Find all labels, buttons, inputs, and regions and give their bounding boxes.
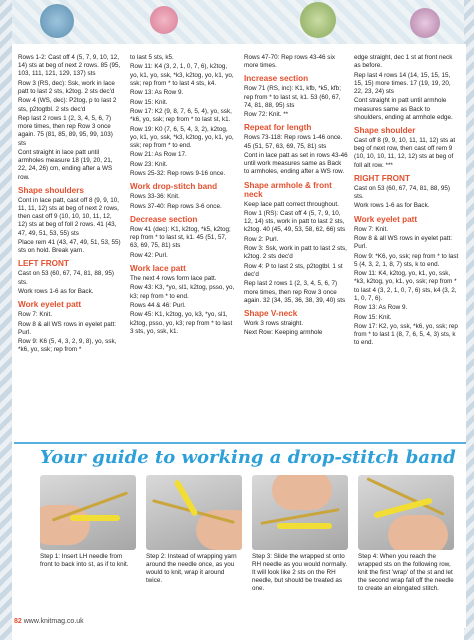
pattern-text: Keep lace patt correct throughout. xyxy=(244,200,339,208)
pattern-text: Rows 47-70: Rep rows 43-46 six more times. xyxy=(244,54,335,70)
pattern-text: Work 3 rows straight. xyxy=(244,319,304,327)
section-heading: Decrease section xyxy=(130,214,198,224)
pattern-text: Cont straight in lace patt until armholes measure 18 (19, 20, 21, 22, 24, 26) cm, ending after a WS row. xyxy=(18,148,113,181)
pattern-text: Cont in lace patt, cast off 8 (9, 9, 10, 11, 11, 12) sts at beg of next 2 rows, then cast off 9 (10, 10, 10, 11, 12, 12) sts at beg of foll 2 rows. 41 (43, 47, 49, 51, 53, 55) sts xyxy=(18,196,120,237)
pattern-text: Row 4 (WS, dec): P2tog, p to last 2 sts, p2togtbl. 2 sts dec'd xyxy=(18,97,117,113)
pattern-text: Row 17: K2 (9, 8, 7, 6, 5, 4), yo, ssk, *k6, yo, ssk; rep from * to last st, k1. xyxy=(130,107,232,124)
pattern-column-2 xyxy=(130,54,236,337)
pattern-text: Cast off 8 (9, 9, 10, 11, 11, 12) sts at beg of next row, then cast off rem 9 (10, 10, 10, 11, 12, 12) sts at beg of foll alt row. *** xyxy=(354,137,456,169)
page-number: 82 xyxy=(14,618,22,625)
section-heading: LEFT FRONT xyxy=(18,259,69,269)
pattern-text: Row 41 (dec): K1, k2tog, *k5, k2tog; rep from * to last st, k1. 45 (51, 57, 63, 69, 75, 81) sts xyxy=(130,225,231,250)
pattern-text: Row 11: K4, k2tog, yo, k1, yo, ssk, *k3, k2tog, yo, k1, yo, ssk; rep from * to last 4 (3, 2, 1, 0, 7, 6) sts, k4 (3, 2, 1, 0, 7, 6). xyxy=(354,270,457,302)
step-2-photo xyxy=(146,475,242,550)
yarn-ball-icon xyxy=(300,2,336,38)
pattern-column-1 xyxy=(18,54,122,356)
pattern-text: Rows 73-118: Rep rows 1-46 once. 45 (51, 57, 63, 69, 75, 81) sts xyxy=(244,134,343,150)
pattern-text: Row 17: K2, yo, ssk, *k6, yo, ssk; rep from * to last 1 (8, 7, 6, 5, 4, 3) sts, k to end. xyxy=(354,322,458,347)
section-heading: Shape V-neck xyxy=(244,308,298,318)
pattern-text: Cast on 53 (60, 67, 74, 81, 88, 95) sts. xyxy=(18,270,114,286)
pattern-text: Row 72: Knit. ** xyxy=(244,111,289,119)
pattern-text: Work rows 1-6 as for Back. xyxy=(354,202,430,210)
pattern-text: Row 13: As Row 9. xyxy=(354,304,408,312)
guide-title: Your guide to working a drop-stitch band xyxy=(40,447,456,468)
pattern-text: Rows 1-2: Cast off 4 (5, 7, 9, 10, 12, 14) sts at beg of next 2 rows. 85 (95, 103, 111, 121, 129, 137) sts xyxy=(18,54,121,78)
step-3-caption: Step 3: Slide the wrapped st onto RH needle as you would normally. It will look like 2 sts on the RH needle, but should be treated as one. xyxy=(252,553,348,592)
pattern-text: Row 43: K3, *yo, sl1, k2tog, psso, yo, k3; rep from * to end. xyxy=(130,284,235,300)
website-link[interactable]: www.knitmag.co.uk xyxy=(23,618,84,625)
section-heading: Shape shoulders xyxy=(18,185,84,195)
pattern-text: Row 42: Purl. xyxy=(130,251,168,259)
pattern-column-4 xyxy=(354,54,460,349)
pattern-text: Row 4: P to last 2 sts, p2togtbl. 1 st dec'd xyxy=(244,262,343,278)
pattern-text: The next 4 rows form lace patt. xyxy=(130,274,217,282)
pattern-text: Row 71 (RS, inc): K1, kfb, *k5, kfb; rep from * to last st, k1. 53 (60, 67, 74, 81, 88, 95) sts xyxy=(244,85,341,109)
pattern-text: Row 3: Ssk, work in patt to last 2 sts, k2tog. 2 sts dec'd xyxy=(244,245,347,261)
section-heading: Work lace patt xyxy=(130,263,186,273)
yarn-ball-icon xyxy=(410,8,440,38)
pattern-text: Row 21: As Row 17. xyxy=(130,151,187,159)
pattern-text: Rep last 4 rows 14 (14, 15, 15, 15, 15, 15) more times. 17 (19, 19, 20, 22, 23, 24) sts xyxy=(354,71,451,95)
pattern-text: Cont in lace patt as set in rows 43-46 until work measures same as Back to armholes, ending after a WS row. xyxy=(244,152,348,176)
pattern-text: Work rows 1-6 as for Back. xyxy=(18,288,94,295)
pattern-text: Row 45: K1, k2tog, yo, k3, *yo, sl1, k2tog, psso, yo, k3; rep from * to last 3 sts, yo, ssk, k1. xyxy=(130,311,233,335)
pattern-text: Rows 44 & 46: Purl. xyxy=(130,301,186,309)
page-footer xyxy=(14,618,84,625)
pattern-text: Row 13: As Row 9. xyxy=(130,89,184,97)
step-4-caption: Step 4: When you reach the wrapped sts on the following row, knit the first 'wrap' of the st and let the second wrap fall off the needle to create an elongated stitch. xyxy=(358,553,454,592)
decorative-yarn-border-left xyxy=(0,0,12,640)
section-heading: Work eyelet patt xyxy=(354,214,418,224)
pattern-text: Row 7: Knit. xyxy=(18,311,52,319)
section-heading: Repeat for length xyxy=(244,123,312,133)
pattern-text: Row 9: *K6, yo, ssk; rep from * to last 5 (4, 3, 2, 1, 8, 7) sts, k to end. xyxy=(354,252,459,268)
section-heading: Shape shoulder xyxy=(354,126,416,135)
pattern-text: Cast on 53 (60, 67, 74, 81, 88, 95) sts. xyxy=(354,184,450,201)
pattern-text: to last 5 sts, k5. xyxy=(130,54,174,61)
pattern-text: Row 3 (RS, dec): Ssk, work in lace patt to last 2 sts, k2tog. 2 sts dec'd xyxy=(18,79,115,95)
pattern-text: Place rem 41 (43, 47, 49, 51, 53, 55) sts on hold. Break yarn. xyxy=(18,239,121,255)
pattern-text: Row 8 & all WS rows in eyelet patt: Purl. xyxy=(354,235,452,251)
pattern-text: Row 9: K6 (5, 4, 3, 2, 9, 8), yo, ssk, *k6, yo, ssk; rep from * xyxy=(18,338,117,354)
pattern-text: Rep last 2 rows 1 (2, 3, 4, 5, 6, 7) more times, then rep Row 3 once again. 75 (81, 85, 89, 95, 99, 103) sts xyxy=(18,114,113,147)
pattern-text: Row 1 (RS): Cast off 4 (5, 7, 9, 10, 12, 14) sts, work in patt to last 2 sts, k2tog. 40 (45, 49, 53, 58, 62, 66) sts xyxy=(244,210,346,234)
pattern-text: edge straight, dec 1 st at front neck as before. xyxy=(354,54,453,70)
pattern-text: Row 11: K4 (3, 2, 1, 0, 7, 6), k2tog, yo, k1, yo, ssk, *k3, k2tog, yo, k1, yo, ssk; rep from * to last 4 sts, k4. xyxy=(130,63,234,87)
pattern-text: Next Row: Keeping armhole xyxy=(244,329,323,337)
pattern-text: Rows 25-32: Rep rows 9-16 once. xyxy=(130,170,226,178)
yarn-ball-icon xyxy=(150,6,178,34)
section-heading: Shape armhole & front neck xyxy=(244,180,332,199)
section-heading: Work drop-stitch band xyxy=(130,182,218,192)
section-heading: RIGHT FRONT xyxy=(354,173,410,183)
pattern-text: Row 8 & all WS rows in eyelet patt: Purl. xyxy=(18,320,116,336)
pattern-text: Row 15: Knit. xyxy=(130,98,168,106)
pattern-column-3 xyxy=(244,54,348,339)
step-4-photo xyxy=(358,475,454,550)
pattern-text: Cont straight in patt until armhole measures same as Back to shoulders, ending at armhole edge. xyxy=(354,97,453,121)
yarn-ball-icon xyxy=(40,4,74,38)
step-3-photo xyxy=(252,475,348,550)
pattern-text: Row 23: Knit. xyxy=(130,160,168,168)
section-heading: Increase section xyxy=(244,74,309,84)
step-1-caption: Step 1: Insert LH needle from front to back into st, as if to knit. xyxy=(40,553,129,568)
pattern-text: Rows 37-40: Rep rows 3-6 once. xyxy=(130,202,222,210)
section-heading: Work eyelet patt xyxy=(18,300,82,310)
step-2-caption: Step 2: Instead of wrapping yarn around the needle once, as you would to knit, wrap it around twice. xyxy=(146,553,237,584)
pattern-text: Row 19: K0 (7, 6, 5, 4, 3, 2), k2tog, yo, k1, yo, ssk, *k3, k2tog, yo, k1, yo, ssk; rep from * to end. xyxy=(130,125,234,149)
pattern-text: Row 15: Knit. xyxy=(354,313,392,321)
pattern-text: Rows 33-36: Knit. xyxy=(130,193,180,201)
step-1-photo xyxy=(40,475,136,550)
pattern-text: Rep last 2 rows 1 (2, 3, 4, 5, 6, 7) more times, then rep Row 3 once again. 32 (34, 35, 36, 38, 39, 40) sts xyxy=(244,280,346,304)
pattern-text: Row 7: Knit. xyxy=(354,225,388,233)
pattern-text: Row 2: Purl. xyxy=(244,235,279,243)
